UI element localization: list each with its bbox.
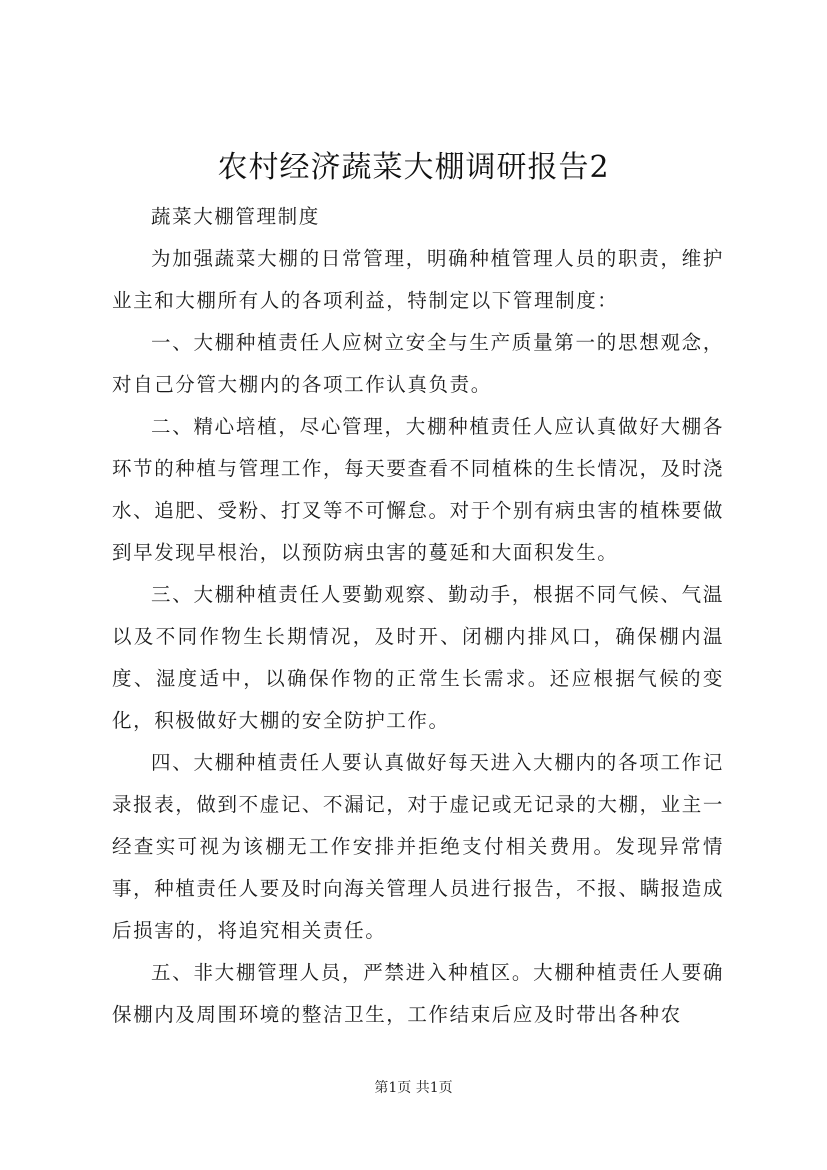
paragraph-rule-5: 五、非大棚管理人员，严禁进入种植区。大棚种植责任人要确保棚内及周围环境的整洁卫生，工作结束后应及时带出各种农: [112, 961, 724, 1026]
paragraph-intro: 为加强蔬菜大棚的日常管理，明确种植管理人员的职责，维护业主和大棚所有人的各项利益，特制定以下管理制度：: [112, 247, 724, 312]
page-footer: 第1页 共1页: [374, 1080, 453, 1096]
paragraph-rule-3: 三、大棚种植责任人要勤观察、勤动手，根据不同气候、气温以及不同作物生长期情况，及时开、闭棚内排风口，确保棚内温度、湿度适中，以确保作物的正常生长需求。还应根据气候的变化，积极做好大棚的安全防护工作。: [112, 583, 724, 732]
document-title: 农村经济蔬菜大棚调研报告2: [217, 150, 610, 185]
paragraph-rule-4: 四、大棚种植责任人要认真做好每天进入大棚内的各项工作记录报表，做到不虚记、不漏记，对于虚记或无记录的大棚，业主一经查实可视为该棚无工作安排并拒绝支付相关费用。发现异常情事，种植责任人要及时向海关管理人员进行报告，不报、瞒报造成后损害的，将追究相关责任。: [112, 751, 724, 942]
paragraph-rule-2: 二、精心培植，尽心管理，大棚种植责任人应认真做好大棚各环节的种植与管理工作，每天要查看不同植株的生长情况，及时浇水、追肥、受粉、打叉等不可懈怠。对于个别有病虫害的植株要做到早发现早根治，以预防病虫害的蔓延和大面积发生。: [112, 415, 724, 564]
paragraph-rule-1: 一、大棚种植责任人应树立安全与生产质量第一的思想观念，对自己分管大棚内的各项工作认真负责。: [112, 331, 724, 396]
document-body: [112, 196, 724, 1036]
section-heading: 蔬菜大棚管理制度: [151, 205, 320, 228]
